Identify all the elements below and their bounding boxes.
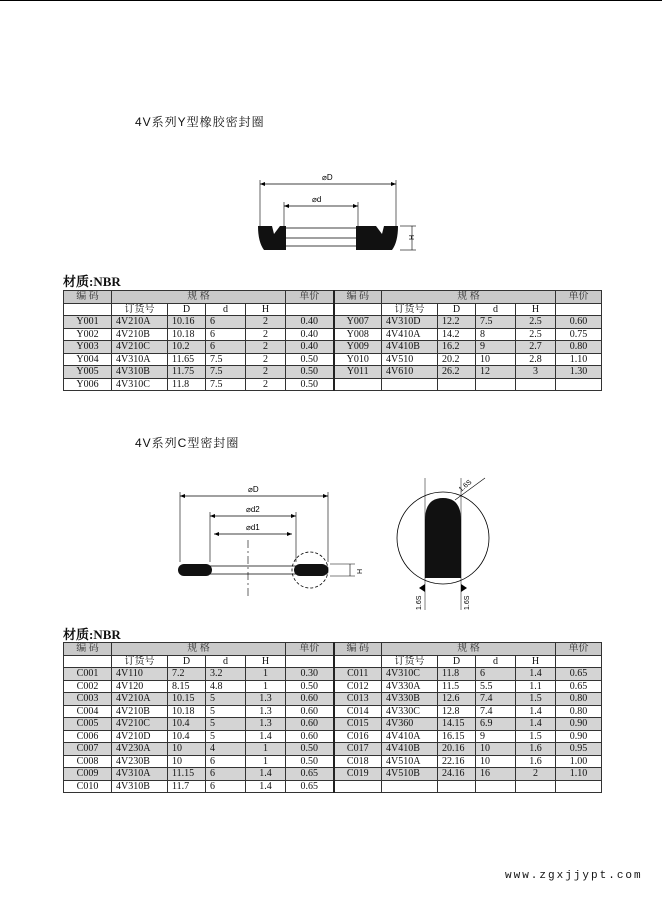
- y-hdr-spec-r: 规 格: [382, 291, 556, 304]
- table-cell: C010: [64, 780, 112, 793]
- table-cell: 1: [246, 743, 286, 756]
- table-cell: C017: [334, 743, 382, 756]
- table-cell: 5: [206, 718, 246, 731]
- table-row: [64, 693, 602, 706]
- table-cell: Y008: [334, 328, 382, 341]
- table-cell: 4V510: [382, 353, 438, 366]
- c-seal-detail: [395, 470, 505, 615]
- table-cell: [516, 780, 556, 793]
- table-cell: 4V360: [382, 718, 438, 731]
- table-cell: 7.5: [206, 366, 246, 379]
- table-cell: 4V210B: [112, 705, 168, 718]
- table-cell: 2: [246, 328, 286, 341]
- table-cell: 4V210B: [112, 328, 168, 341]
- table-cell: 7.5: [206, 353, 246, 366]
- table-cell: 0.30: [286, 668, 334, 681]
- table-cell: 0.65: [556, 668, 602, 681]
- c-hdr-order-r: 订货号: [382, 655, 438, 668]
- table-cell: 4V210D: [112, 730, 168, 743]
- table-cell: 6: [206, 341, 246, 354]
- y-hdr-H: H: [246, 303, 286, 316]
- table-cell: 0.50: [286, 680, 334, 693]
- table-cell: 20.16: [438, 743, 476, 756]
- c-dim-d2-label: ⌀d2: [246, 505, 260, 514]
- table-cell: 16.2: [438, 341, 476, 354]
- table-cell: C014: [334, 705, 382, 718]
- table-cell: 4V410A: [382, 328, 438, 341]
- table-cell: 4V610: [382, 366, 438, 379]
- c-hdr-H: H: [246, 655, 286, 668]
- table-cell: C012: [334, 680, 382, 693]
- table-cell: 26.2: [438, 366, 476, 379]
- table-cell: 1.5: [516, 693, 556, 706]
- table-cell: 4V230A: [112, 743, 168, 756]
- table-cell: 2: [516, 768, 556, 781]
- table-cell: Y004: [64, 353, 112, 366]
- table-cell: 1.4: [246, 768, 286, 781]
- table-cell: 0.60: [286, 693, 334, 706]
- table-cell: C006: [64, 730, 112, 743]
- table-cell: 11.8: [168, 378, 206, 391]
- c-hdr-d-r: d: [476, 655, 516, 668]
- table-cell: 4.8: [206, 680, 246, 693]
- table-cell: [382, 780, 438, 793]
- table-row: [64, 366, 602, 379]
- table-cell: [476, 378, 516, 391]
- c-hdr-spec: 规 格: [112, 643, 286, 656]
- c-dim-d1-label: ⌀d1: [246, 523, 260, 532]
- table-cell: 2: [246, 366, 286, 379]
- section-y-material: 材质:NBR: [63, 274, 121, 289]
- table-cell: 1.10: [556, 353, 602, 366]
- section-c-title: 4V系列C型密封圈: [135, 436, 240, 450]
- c-seal-diagram: [170, 478, 380, 598]
- table-cell: 4V410B: [382, 743, 438, 756]
- table-cell: 20.2: [438, 353, 476, 366]
- table-cell: 0.80: [556, 705, 602, 718]
- table-cell: 0.60: [556, 316, 602, 329]
- table-cell: 0.80: [556, 341, 602, 354]
- c-hdr-order: 订货号: [112, 655, 168, 668]
- table-cell: 10.18: [168, 705, 206, 718]
- table-cell: 4V210A: [112, 693, 168, 706]
- table-row: [64, 668, 602, 681]
- table-cell: 1.4: [246, 730, 286, 743]
- top-border: [0, 0, 662, 1]
- table-cell: 1.10: [556, 768, 602, 781]
- table-cell: 1.5: [516, 730, 556, 743]
- table-cell: 1.3: [246, 718, 286, 731]
- table-cell: 1.3: [246, 705, 286, 718]
- y-hdr-spec: 规 格: [112, 291, 286, 304]
- table-cell: 10.16: [168, 316, 206, 329]
- table-cell: 16: [476, 768, 516, 781]
- table-cell: 14.2: [438, 328, 476, 341]
- y-hdr-d: d: [206, 303, 246, 316]
- c-table-body: [64, 668, 602, 793]
- table-cell: C018: [334, 755, 382, 768]
- table-cell: C013: [334, 693, 382, 706]
- table-cell: 12.8: [438, 705, 476, 718]
- c-dim-D-label: ⌀D: [248, 485, 259, 494]
- table-cell: 11.8: [438, 668, 476, 681]
- c-dim-H-label: H: [357, 568, 364, 574]
- table-cell: 1.3: [246, 693, 286, 706]
- table-cell: 12.6: [438, 693, 476, 706]
- table-cell: Y003: [64, 341, 112, 354]
- y-table-body: [64, 316, 602, 391]
- table-cell: 4V210A: [112, 316, 168, 329]
- table-cell: 0.50: [286, 743, 334, 756]
- table-cell: 10.4: [168, 730, 206, 743]
- table-cell: 0.90: [556, 730, 602, 743]
- table-cell: 2.5: [516, 316, 556, 329]
- table-cell: 4V310A: [112, 353, 168, 366]
- table-cell: [556, 780, 602, 793]
- table-cell: 4V310D: [382, 316, 438, 329]
- y-hdr-code: 编 码: [64, 291, 112, 304]
- table-cell: 0.50: [286, 755, 334, 768]
- table-cell: 6: [206, 768, 246, 781]
- table-cell: 4V310C: [382, 668, 438, 681]
- table-cell: 11.7: [168, 780, 206, 793]
- table-cell: 5: [206, 730, 246, 743]
- table-cell: 2.5: [516, 328, 556, 341]
- table-cell: 1.4: [516, 705, 556, 718]
- table-cell: Y001: [64, 316, 112, 329]
- y-hdr-price-r: 单价: [556, 291, 602, 304]
- table-cell: 0.50: [286, 366, 334, 379]
- table-cell: 8.15: [168, 680, 206, 693]
- table-cell: [382, 378, 438, 391]
- table-cell: C002: [64, 680, 112, 693]
- table-cell: 2: [246, 341, 286, 354]
- table-cell: 4V330C: [382, 705, 438, 718]
- table-cell: 1.4: [516, 718, 556, 731]
- table-cell: 4V310C: [112, 378, 168, 391]
- table-cell: [516, 378, 556, 391]
- table-cell: 7.2: [168, 668, 206, 681]
- table-cell: 1.30: [556, 366, 602, 379]
- table-cell: 10.4: [168, 718, 206, 731]
- table-cell: 2: [246, 353, 286, 366]
- y-hdr-code-r: 编 码: [334, 291, 382, 304]
- table-cell: 6: [206, 755, 246, 768]
- y-dim-H-label: H: [409, 234, 416, 240]
- table-cell: Y011: [334, 366, 382, 379]
- table-cell: 6.9: [476, 718, 516, 731]
- table-cell: 4: [206, 743, 246, 756]
- table-cell: 10: [168, 755, 206, 768]
- table-cell: C019: [334, 768, 382, 781]
- table-row: [64, 705, 602, 718]
- table-cell: 6: [206, 316, 246, 329]
- table-cell: C011: [334, 668, 382, 681]
- table-row: [64, 743, 602, 756]
- c-hdr-code: 编 码: [64, 643, 112, 656]
- table-cell: 1.6: [516, 743, 556, 756]
- table-cell: 0.60: [286, 705, 334, 718]
- table-cell: 6: [476, 668, 516, 681]
- footer-url: www.zgxjjypt.com: [505, 870, 643, 882]
- table-cell: 0.40: [286, 316, 334, 329]
- table-cell: 5: [206, 705, 246, 718]
- y-hdr-order: 订货号: [112, 303, 168, 316]
- table-row: [64, 353, 602, 366]
- c-hdr-spec-r: 规 格: [382, 643, 556, 656]
- y-hdr-d-r: d: [476, 303, 516, 316]
- table-cell: C008: [64, 755, 112, 768]
- table-cell: 4V410A: [382, 730, 438, 743]
- table-cell: 7.5: [206, 378, 246, 391]
- table-cell: 1.1: [516, 680, 556, 693]
- table-cell: 4V510B: [382, 768, 438, 781]
- table-row: [64, 680, 602, 693]
- c-roughness-top: 1.6S: [457, 478, 474, 494]
- table-cell: 24.16: [438, 768, 476, 781]
- table-cell: 3: [516, 366, 556, 379]
- table-row: [64, 730, 602, 743]
- table-row: [64, 378, 602, 391]
- y-hdr-D: D: [168, 303, 206, 316]
- y-hdr-H-r: H: [516, 303, 556, 316]
- table-cell: Y006: [64, 378, 112, 391]
- table-cell: 0.60: [286, 730, 334, 743]
- table-cell: [556, 378, 602, 391]
- table-cell: 7.5: [476, 316, 516, 329]
- table-cell: [438, 378, 476, 391]
- table-cell: 2.8: [516, 353, 556, 366]
- y-dim-D-label: ⌀D: [322, 173, 333, 182]
- table-cell: 5.5: [476, 680, 516, 693]
- table-cell: 16.15: [438, 730, 476, 743]
- table-cell: 4V210C: [112, 341, 168, 354]
- c-hdr-d: d: [206, 655, 246, 668]
- table-cell: 0.95: [556, 743, 602, 756]
- table-cell: 1: [246, 668, 286, 681]
- table-cell: 11.75: [168, 366, 206, 379]
- table-cell: Y010: [334, 353, 382, 366]
- section-c-material: 材质:NBR: [63, 627, 121, 642]
- table-cell: 4V310A: [112, 768, 168, 781]
- table-cell: 0.60: [286, 718, 334, 731]
- table-row: [64, 755, 602, 768]
- c-hdr-D: D: [168, 655, 206, 668]
- table-cell: 6: [206, 780, 246, 793]
- table-cell: 9: [476, 730, 516, 743]
- c-hdr-H-r: H: [516, 655, 556, 668]
- table-cell: 4V210C: [112, 718, 168, 731]
- table-cell: 10: [476, 353, 516, 366]
- table-cell: 11.15: [168, 768, 206, 781]
- table-cell: 10.18: [168, 328, 206, 341]
- table-row: [64, 328, 602, 341]
- table-cell: 8: [476, 328, 516, 341]
- table-cell: 10.2: [168, 341, 206, 354]
- table-cell: C001: [64, 668, 112, 681]
- table-cell: [334, 780, 382, 793]
- table-cell: 5: [206, 693, 246, 706]
- table-cell: 1.6: [516, 755, 556, 768]
- table-row: [64, 780, 602, 793]
- c-roughness-left: 1.6S: [416, 595, 423, 610]
- table-cell: 3.2: [206, 668, 246, 681]
- table-cell: 10: [168, 743, 206, 756]
- table-cell: 4V120: [112, 680, 168, 693]
- table-cell: C007: [64, 743, 112, 756]
- table-cell: C003: [64, 693, 112, 706]
- section-y-title: 4V系列Y型橡胶密封圈: [135, 115, 265, 129]
- table-cell: 4V230B: [112, 755, 168, 768]
- c-hdr-code-r: 编 码: [334, 643, 382, 656]
- table-cell: 0.65: [556, 680, 602, 693]
- table-cell: [334, 378, 382, 391]
- y-hdr-order-r: 订货号: [382, 303, 438, 316]
- table-cell: 4V310B: [112, 366, 168, 379]
- table-cell: 10.15: [168, 693, 206, 706]
- table-cell: 4V110: [112, 668, 168, 681]
- table-cell: 0.50: [286, 378, 334, 391]
- y-hdr-price: 单价: [286, 291, 334, 304]
- y-spec-table: [63, 290, 602, 391]
- table-cell: 0.90: [556, 718, 602, 731]
- table-cell: 9: [476, 341, 516, 354]
- c-hdr-D-r: D: [438, 655, 476, 668]
- table-row: [64, 316, 602, 329]
- table-cell: 12.2: [438, 316, 476, 329]
- table-cell: 7.4: [476, 693, 516, 706]
- table-cell: 10: [476, 743, 516, 756]
- table-cell: C009: [64, 768, 112, 781]
- table-cell: 11.65: [168, 353, 206, 366]
- table-cell: 4V330B: [382, 693, 438, 706]
- table-cell: Y002: [64, 328, 112, 341]
- table-cell: 7.4: [476, 705, 516, 718]
- table-cell: 0.50: [286, 353, 334, 366]
- table-cell: 1: [246, 680, 286, 693]
- table-row: [64, 341, 602, 354]
- table-cell: 2: [246, 316, 286, 329]
- table-cell: 0.65: [286, 768, 334, 781]
- table-cell: 0.65: [286, 780, 334, 793]
- table-cell: 4V330A: [382, 680, 438, 693]
- table-cell: 14.15: [438, 718, 476, 731]
- c-hdr-price-r: 单价: [556, 643, 602, 656]
- table-row: [64, 718, 602, 731]
- table-cell: 4V410B: [382, 341, 438, 354]
- y-dim-d-label: ⌀d: [312, 195, 322, 204]
- table-cell: 0.75: [556, 328, 602, 341]
- table-cell: C005: [64, 718, 112, 731]
- table-cell: 1.4: [246, 780, 286, 793]
- c-spec-table: [63, 642, 602, 793]
- table-cell: 11.5: [438, 680, 476, 693]
- table-cell: Y005: [64, 366, 112, 379]
- y-seal-diagram: [250, 170, 420, 260]
- c-roughness-right: 1.6S: [464, 595, 471, 610]
- table-cell: [438, 780, 476, 793]
- table-cell: 4V310B: [112, 780, 168, 793]
- table-row: [64, 768, 602, 781]
- table-cell: 1.4: [516, 668, 556, 681]
- table-cell: 2: [246, 378, 286, 391]
- table-cell: 0.80: [556, 693, 602, 706]
- table-cell: 1.00: [556, 755, 602, 768]
- table-cell: Y007: [334, 316, 382, 329]
- y-hdr-D-r: D: [438, 303, 476, 316]
- table-cell: 10: [476, 755, 516, 768]
- table-cell: 6: [206, 328, 246, 341]
- table-cell: 12: [476, 366, 516, 379]
- table-cell: C015: [334, 718, 382, 731]
- table-cell: Y009: [334, 341, 382, 354]
- table-cell: 0.40: [286, 328, 334, 341]
- table-cell: 1: [246, 755, 286, 768]
- table-cell: C004: [64, 705, 112, 718]
- table-cell: 22.16: [438, 755, 476, 768]
- table-cell: C016: [334, 730, 382, 743]
- table-cell: [476, 780, 516, 793]
- table-cell: 4V510A: [382, 755, 438, 768]
- table-cell: 2.7: [516, 341, 556, 354]
- c-hdr-price: 单价: [286, 643, 334, 656]
- table-cell: 0.40: [286, 341, 334, 354]
